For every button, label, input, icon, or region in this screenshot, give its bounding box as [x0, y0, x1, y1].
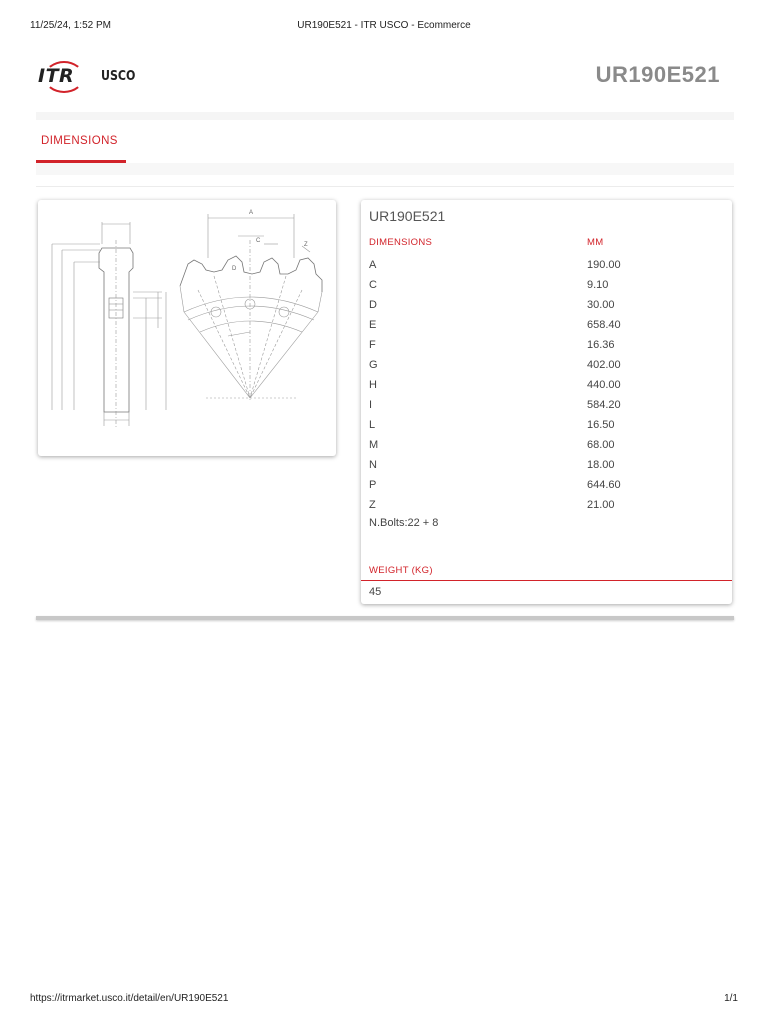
- spec-row: [361, 379, 732, 399]
- content-bottom-divider: [36, 616, 734, 620]
- spec-key: H: [369, 379, 377, 391]
- tabs-divider-band: [36, 163, 734, 175]
- page-url: https://itrmarket.usco.it/detail/en/UR190E521: [30, 993, 229, 1004]
- sprocket-segment-drawing-icon: [38, 200, 336, 456]
- product-code-heading: UR190E521: [595, 62, 720, 87]
- spec-key: E: [369, 319, 377, 331]
- spec-key: M: [369, 439, 379, 451]
- spec-value: 9.10: [587, 279, 609, 291]
- spec-key: L: [369, 419, 376, 431]
- spec-row: [361, 339, 732, 359]
- weight-value: 45: [369, 586, 382, 598]
- logo-usco-text: USCO: [101, 69, 136, 84]
- spec-value: 440.00: [587, 379, 621, 391]
- dimensions-spec-card: [361, 200, 732, 604]
- spec-key: I: [369, 399, 373, 411]
- spec-key: D: [369, 299, 377, 311]
- spec-row: [361, 399, 732, 419]
- spec-row: [361, 479, 732, 499]
- spec-value: 402.00: [587, 359, 621, 371]
- spec-card-title: UR190E521: [369, 208, 446, 224]
- spec-value: 16.50: [587, 419, 615, 431]
- drawing-label-d: D: [232, 266, 237, 272]
- site-header: [36, 56, 734, 100]
- content-divider: [36, 186, 734, 187]
- page-number: 1/1: [724, 993, 738, 1004]
- print-footer: [0, 993, 768, 1007]
- spec-key: Z: [369, 499, 376, 511]
- spec-row: [361, 459, 732, 479]
- weight-divider: [361, 580, 732, 581]
- spec-row: [361, 299, 732, 319]
- print-page-title: UR190E521 - ITR USCO - Ecommerce: [297, 20, 471, 31]
- spec-row: [361, 439, 732, 459]
- spec-key: P: [369, 479, 377, 491]
- spec-key: N: [369, 459, 377, 471]
- spec-value: 644.60: [587, 479, 621, 491]
- header-divider-band: [36, 112, 734, 120]
- bolts-count: N.Bolts:22 + 8: [369, 517, 439, 529]
- spec-value: 18.00: [587, 459, 615, 471]
- drawing-label-c: C: [256, 238, 261, 244]
- logo-itr-text: ITR: [38, 65, 75, 87]
- technical-drawing-card: [38, 200, 336, 456]
- spec-key: F: [369, 339, 376, 351]
- itr-usco-logo[interactable]: [36, 61, 146, 95]
- spec-key: A: [369, 259, 377, 271]
- spec-value: 30.00: [587, 299, 615, 311]
- spec-row: [361, 419, 732, 439]
- spec-key: G: [369, 359, 378, 371]
- spec-value: 16.36: [587, 339, 615, 351]
- spec-value: 658.40: [587, 319, 621, 331]
- print-header: [0, 20, 768, 34]
- spec-row: [361, 259, 732, 279]
- print-datetime: 11/25/24, 1:52 PM: [30, 20, 111, 31]
- tab-dimensions[interactable]: [36, 134, 126, 164]
- mm-column-header: MM: [587, 237, 604, 248]
- spec-value: 190.00: [587, 259, 621, 271]
- drawing-label-a: A: [249, 210, 254, 216]
- spec-row: [361, 359, 732, 379]
- weight-label: WEIGHT (KG): [369, 565, 433, 576]
- spec-row: [361, 499, 732, 519]
- spec-row: [361, 279, 732, 299]
- spec-row: [361, 319, 732, 339]
- spec-key: C: [369, 279, 377, 291]
- dimensions-column-header: DIMENSIONS: [369, 237, 433, 248]
- tab-dimensions-label: DIMENSIONS: [41, 135, 118, 147]
- spec-value: 584.20: [587, 399, 621, 411]
- spec-value: 68.00: [587, 439, 615, 451]
- drawing-label-z: Z: [304, 242, 308, 248]
- spec-value: 21.00: [587, 499, 615, 511]
